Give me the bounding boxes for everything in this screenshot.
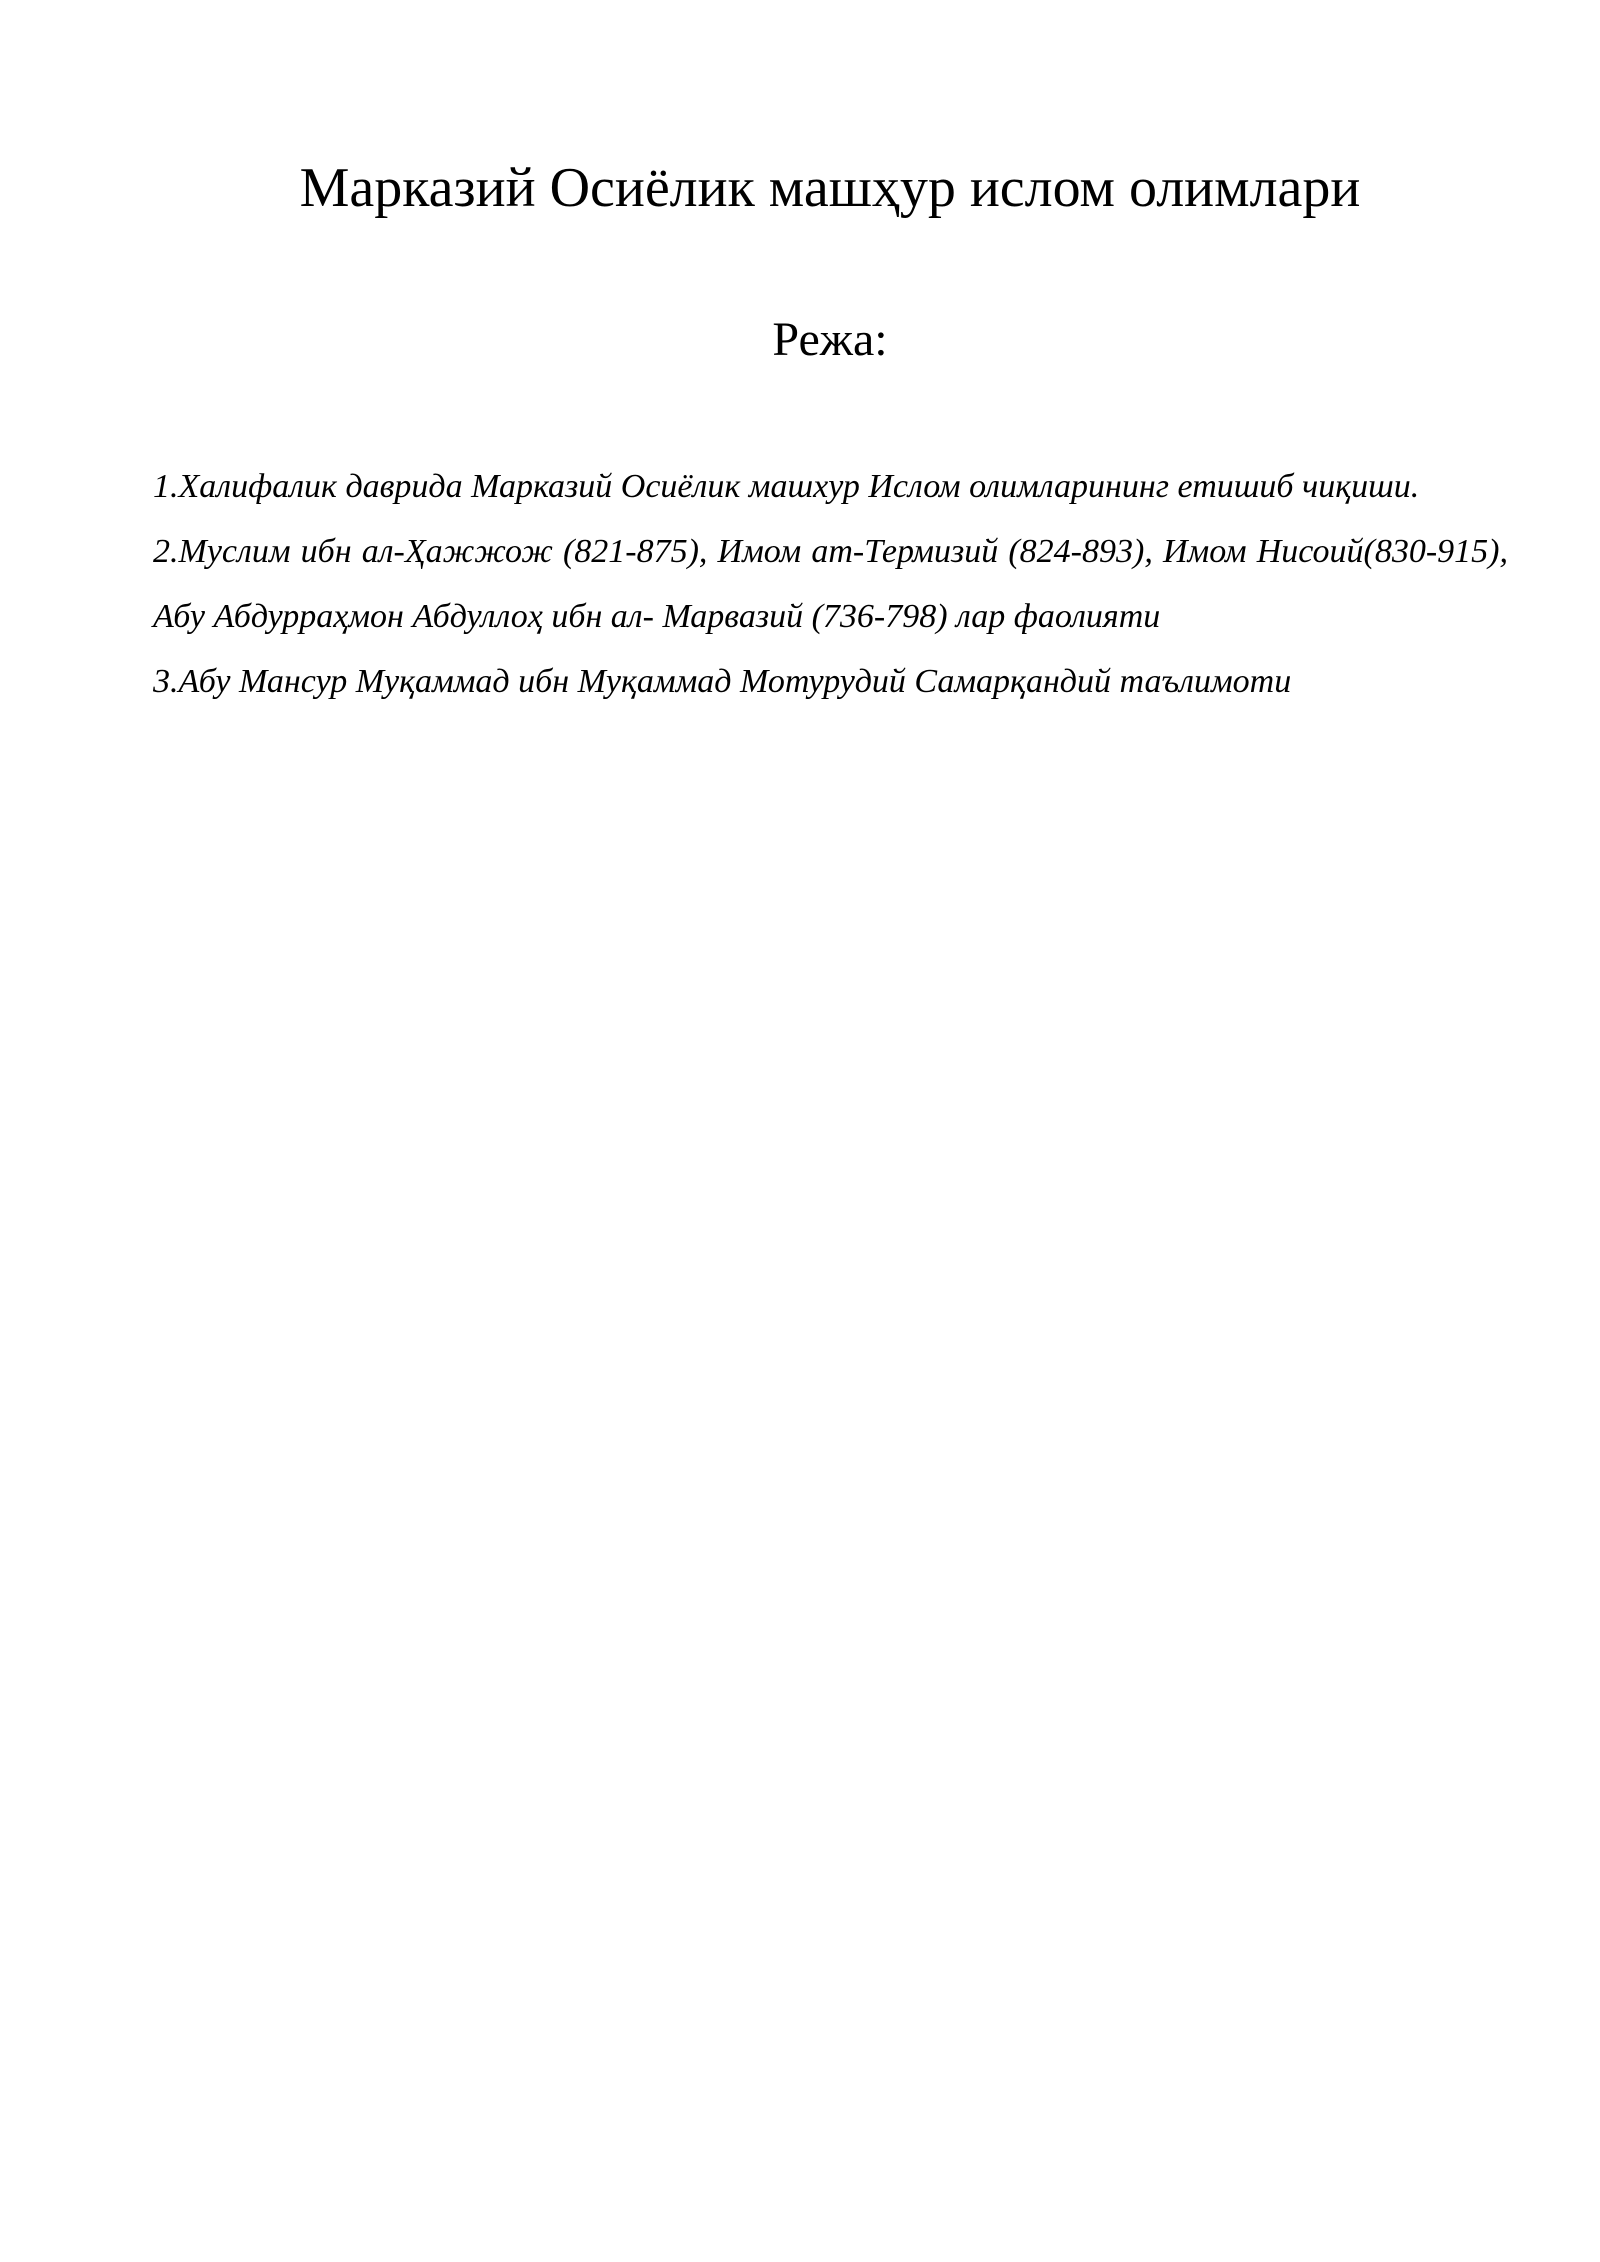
plan-item-3: 3.Абу Мансур Муқаммад ибн Муқаммад Мотурудий Самарқандий таълимоти [153, 663, 1292, 700]
plan-item-2: 2.Муслим ибн ал-Ҳажжож (821-875), Имом ат-Термизий (824-893), Имом Нисоий(830-915), Абу Абдурраҳмон Абдуллоҳ ибн ал- Марвазий (736-798) лар фаолияти [153, 533, 1508, 635]
plan-heading: Режа: [772, 313, 888, 366]
plan-item-1: 1.Халифалик даврида Марказий Осиёлик машхур Ислом олимларининг етишиб чиқиши. [153, 468, 1420, 505]
document-title: Марказий Осиёлик машҳур ислом олимлари [299, 157, 1361, 219]
plan-list [153, 454, 1508, 714]
